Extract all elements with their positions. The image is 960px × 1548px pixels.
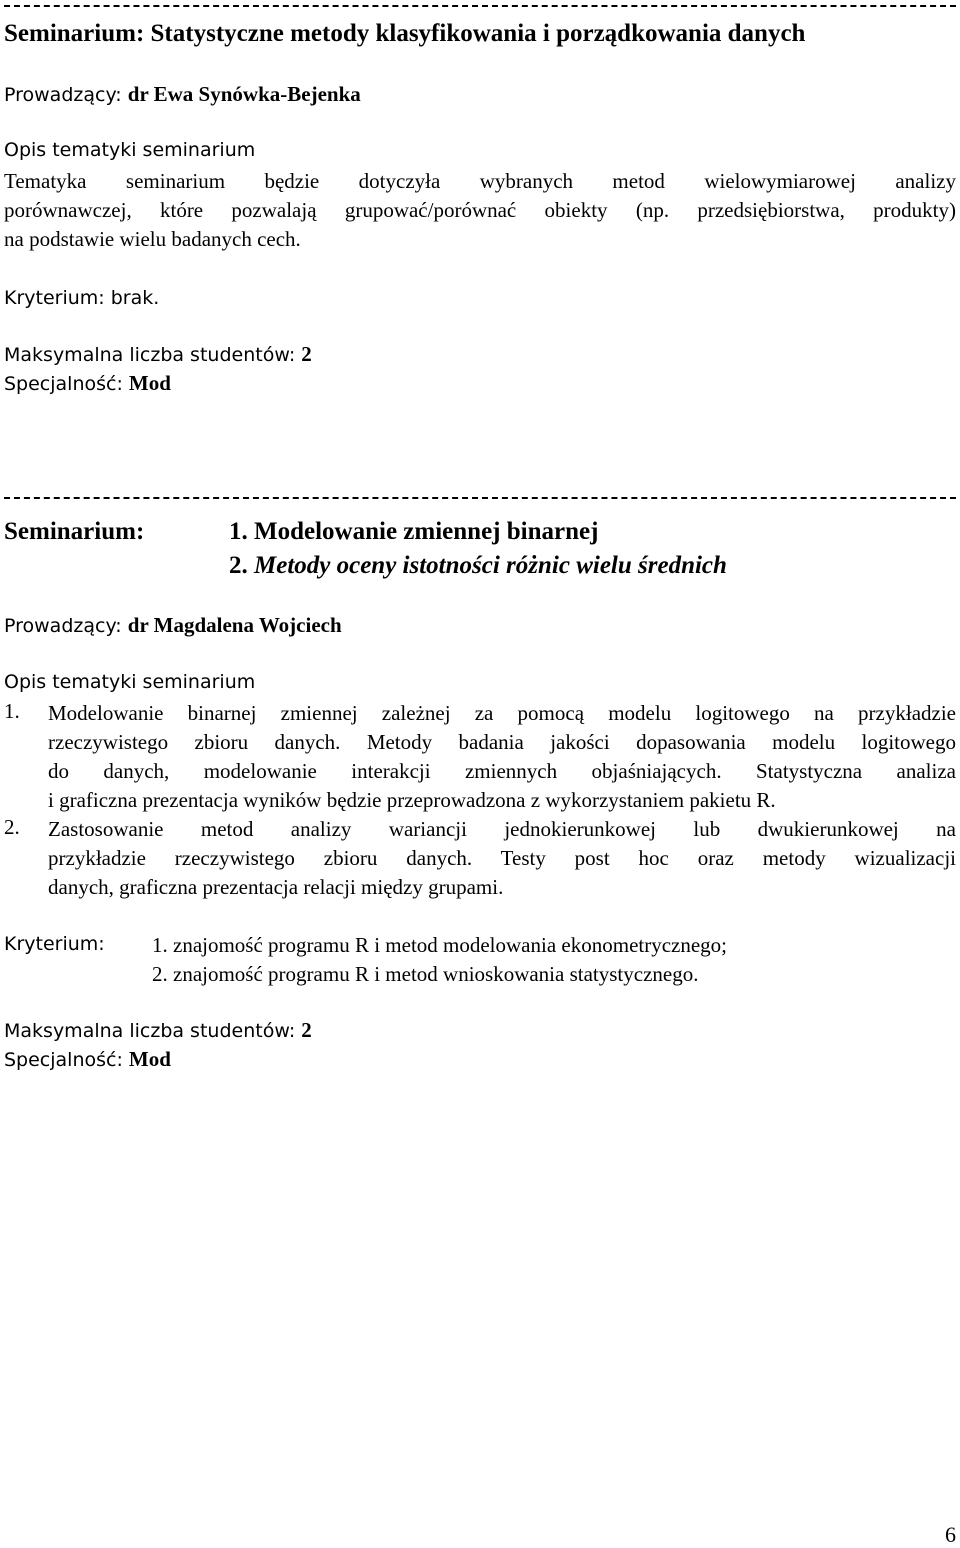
seminar-2-title-label: Seminarium:	[4, 518, 145, 545]
seminar-2-description-label: Opis tematyki seminarium	[4, 671, 256, 693]
top-divider	[4, 5, 956, 7]
seminar-2-topic-1: 1. Modelowanie zmiennej binarnej	[229, 518, 599, 545]
seminar-1-specialty: Specjalność: Mod	[4, 371, 171, 395]
list-item-line: Zastosowanie metod analizy wariancji jednokierunkowej lub dwukierunkowej na	[48, 817, 956, 841]
list-item-line: do danych, modelowanie interakcji zmiennych objaśniających. Statystyczna analiza	[48, 759, 956, 783]
seminar-1-description-label: Opis tematyki seminarium	[4, 139, 256, 161]
seminar-2-topic-2: 2. Metody oceny istotności różnic wielu średnich	[229, 552, 727, 579]
seminar-2-specialty: Specjalność: Mod	[4, 1047, 171, 1071]
seminar-2-criterion-label: Kryterium:	[4, 933, 105, 955]
list-item-number: 2.	[4, 815, 20, 839]
page-number: 6	[945, 1522, 956, 1547]
list-item-line: danych, graficzna prezentacja relacji między grupami.	[48, 875, 504, 899]
list-item	[0, 815, 956, 902]
seminar-1-criterion: Kryterium: brak.	[4, 287, 160, 309]
list-item-line: rzeczywistego zbioru danych. Metody badania jakości dopasowania modelu logitowego	[48, 730, 956, 754]
list-item-line: i graficzna prezentacja wyników będzie przeprowadzona z wykorzystaniem pakietu R.	[48, 788, 776, 812]
seminar-2-description-list	[0, 699, 956, 902]
seminar-1-max-students: Maksymalna liczba studentów: 2	[4, 342, 312, 366]
seminar-1-title: Seminarium: Statystyczne metody klasyfikowania i porządkowania danych	[4, 20, 806, 47]
list-item-line: przykładzie rzeczywistego zbioru danych. Testy post hoc oraz metody wizualizacji	[48, 846, 956, 870]
criterion-item: 1. znajomość programu R i metod modelowania ekonometrycznego;	[152, 933, 728, 957]
seminar-2-lecturer: Prowadzący: dr Magdalena Wojciech	[4, 613, 342, 637]
seminar-2-max-students: Maksymalna liczba studentów: 2	[4, 1018, 312, 1042]
list-item-number: 1.	[4, 699, 20, 723]
list-item	[0, 699, 956, 815]
criterion-item: 2. znajomość programu R i metod wnioskowania statystycznego.	[152, 962, 699, 986]
description-line: porównawczej, które pozwalają grupować/porównać obiekty (np. przedsiębiorstwa, produkty)	[4, 198, 956, 222]
list-item-line: Modelowanie binarnej zmiennej zależnej za pomocą modelu logitowego na przykładzie	[48, 701, 956, 725]
description-line: Tematyka seminarium będzie dotyczyła wybranych metod wielowymiarowej analizy	[4, 169, 956, 193]
seminar-1-lecturer: Prowadzący: dr Ewa Synówka-Bejenka	[4, 82, 361, 106]
section-divider	[4, 497, 956, 499]
description-line: na podstawie wielu badanych cech.	[4, 227, 301, 251]
seminar-1-description	[4, 167, 956, 254]
seminar-2-criteria	[152, 931, 727, 989]
